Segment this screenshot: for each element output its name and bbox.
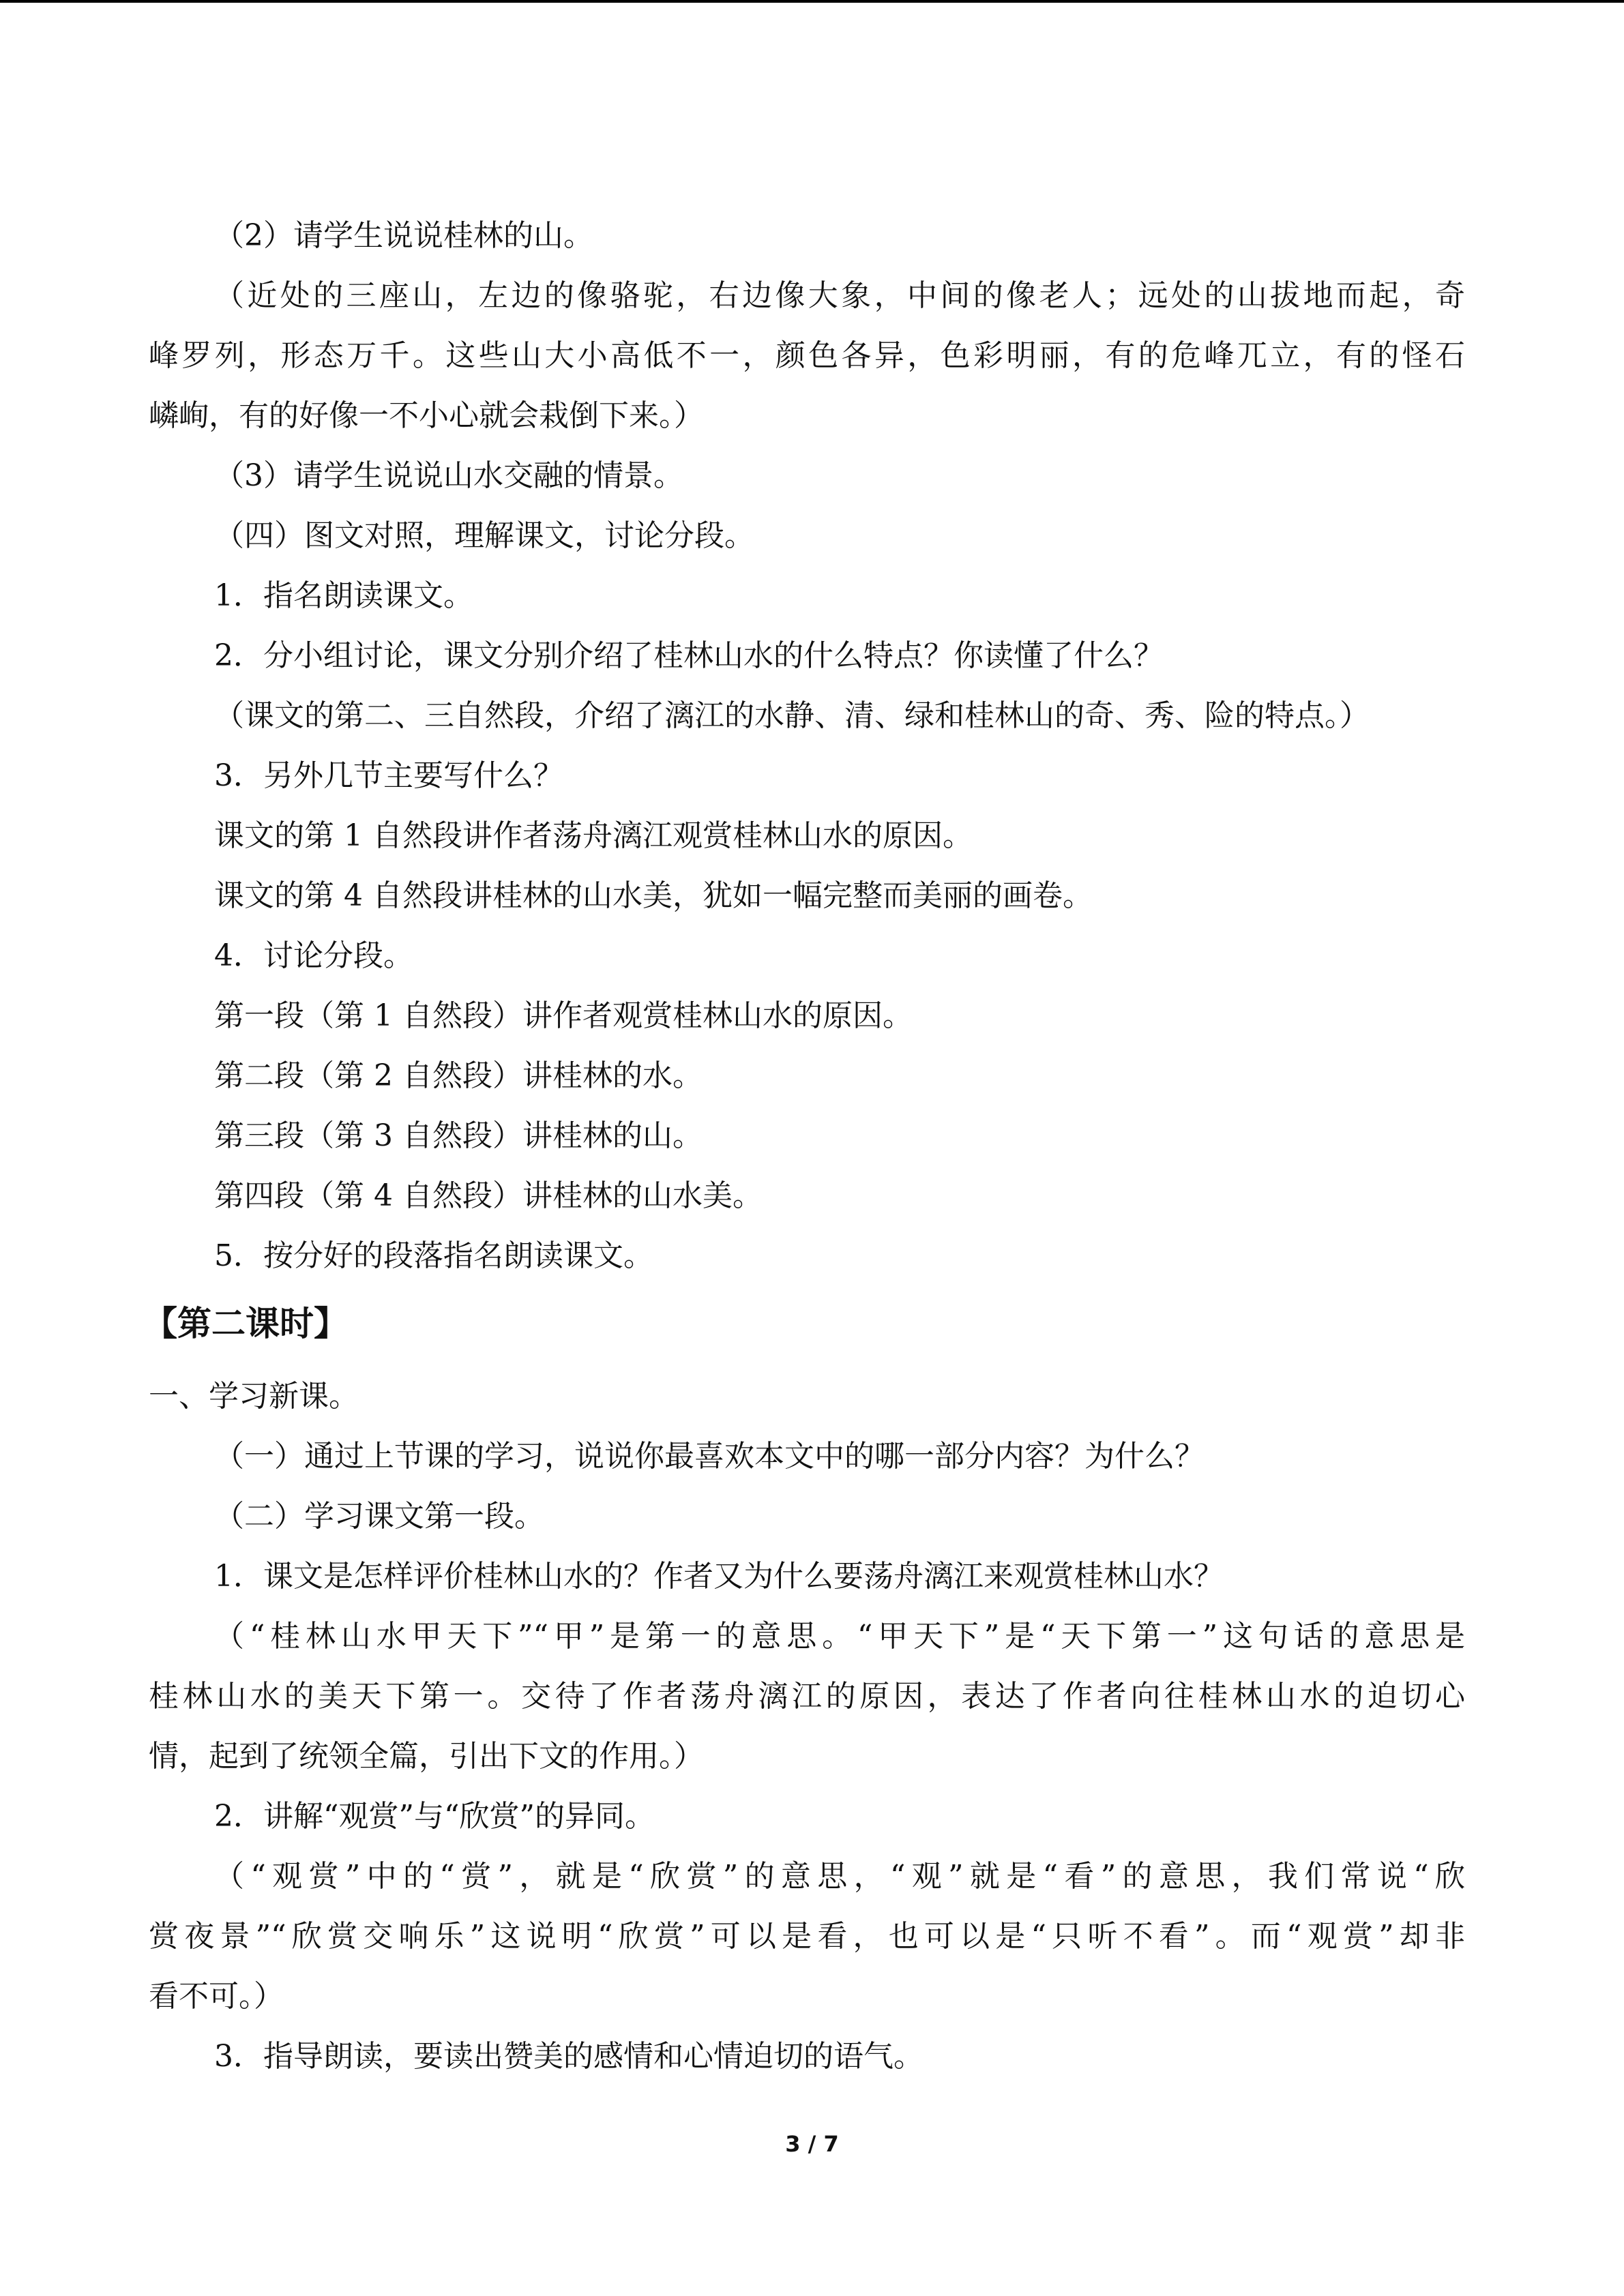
text-line: 第一段（第 1 自然段）讲作者观赏桂林山水的原因。 bbox=[214, 998, 913, 1033]
text-line: （二）学习课文第一段。 bbox=[214, 1499, 544, 1534]
text-line: 赏夜景”“欣赏交响乐”这说明“欣赏”可以是看，也可以是“只听不看”。而“观赏”却非 bbox=[149, 1919, 1465, 1954]
page-number: 3 / 7 bbox=[785, 2131, 839, 2157]
text-line: 桂林山水的美天下第一。交待了作者荡舟漓江的原因，表达了作者向往桂林山水的迫切心 bbox=[149, 1679, 1465, 1714]
text-line: （近处的三座山，左边的像骆驼，右边像大象，中间的像老人；远处的山拔地而起，奇 bbox=[214, 278, 1465, 313]
text-line: 5．按分好的段落指名朗读课文。 bbox=[214, 1238, 653, 1273]
text-line: （“桂林山水甲天下”“甲”是第一的意思。“甲天下”是“天下第一”这句话的意思是 bbox=[214, 1619, 1465, 1654]
document-body bbox=[143, 206, 1465, 2087]
text-line: （2）请学生说说桂林的山。 bbox=[214, 218, 593, 253]
text-line: 第二段（第 2 自然段）讲桂林的水。 bbox=[214, 1058, 703, 1093]
top-border-rule bbox=[0, 0, 1624, 3]
text-line: 课文的第 1 自然段讲作者荡舟漓江观赏桂林山水的原因。 bbox=[214, 818, 973, 853]
text-line: 1．指名朗读课文。 bbox=[214, 578, 473, 613]
text-line: 课文的第 4 自然段讲桂林的山水美，犹如一幅完整而美丽的画卷。 bbox=[214, 878, 1093, 913]
section-heading: 【第二课时】 bbox=[143, 1304, 348, 1343]
text-line: 1．课文是怎样评价桂林山水的？作者又为什么要荡舟漓江来观赏桂林山水？ bbox=[214, 1559, 1224, 1594]
text-line: 峰罗列，形态万千。这些山大小高低不一，颜色各异，色彩明丽，有的危峰兀立，有的怪石 bbox=[149, 338, 1465, 373]
text-line: （一）通过上节课的学习，说说你最喜欢本文中的哪一部分内容？为什么？ bbox=[214, 1439, 1205, 1474]
text-line: 第四段（第 4 自然段）讲桂林的山水美。 bbox=[214, 1178, 763, 1213]
text-line: （课文的第二、三自然段，介绍了漓江的水静、清、绿和桂林山的奇、秀、险的特点。） bbox=[214, 698, 1370, 733]
text-line: 第三段（第 3 自然段）讲桂林的山。 bbox=[214, 1118, 703, 1153]
text-line: 一、学习新课。 bbox=[149, 1379, 359, 1414]
text-line: 3．指导朗读，要读出赞美的感情和心情迫切的语气。 bbox=[214, 2039, 924, 2074]
text-line: 嶙峋，有的好像一不小心就会栽倒下来。） bbox=[149, 398, 704, 433]
text-line: 2．讲解“观赏”与“欣赏”的异同。 bbox=[214, 1799, 655, 1834]
text-line: 4．讨论分段。 bbox=[214, 938, 413, 973]
text-line: （四）图文对照，理解课文，讨论分段。 bbox=[214, 518, 754, 553]
text-line: 2．分小组讨论，课文分别介绍了桂林山水的什么特点？你读懂了什么？ bbox=[214, 638, 1164, 673]
text-line: （3）请学生说说山水交融的情景。 bbox=[214, 458, 683, 493]
text-line: （“观赏”中的“赏”，就是“欣赏”的意思，“观”就是“看”的意思，我们常说“欣 bbox=[214, 1859, 1465, 1894]
text-line: 3．另外几节主要写什么？ bbox=[214, 758, 563, 793]
text-line: 看不可。） bbox=[149, 1979, 284, 2014]
text-line: 情，起到了统领全篇，引出下文的作用。） bbox=[149, 1739, 704, 1774]
